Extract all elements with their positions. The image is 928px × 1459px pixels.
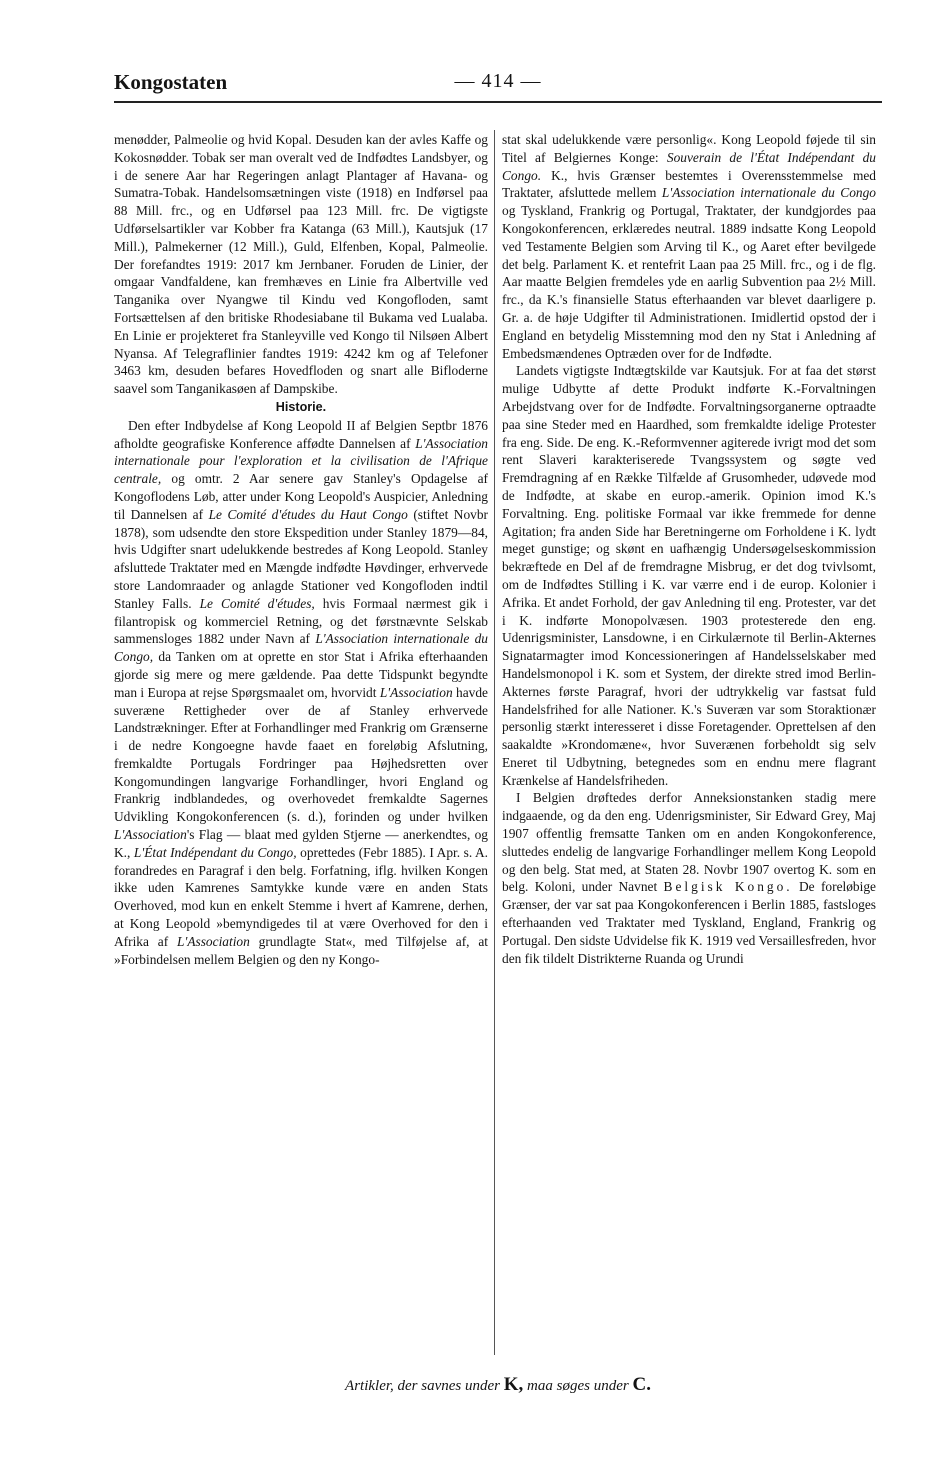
header-rule bbox=[114, 101, 882, 103]
column-divider bbox=[494, 130, 495, 1355]
page-number: — 414 — bbox=[454, 70, 542, 92]
text-run: De foreløbige Grænser, der var sat paa Kongokonferencen i Berlin 1885, fastsloges efterhaanden ved Traktater med Tyskland, England, Frankrig og Portugal. Den sidste Udvidelse fik K. 1919 ved Versaillesfreden, hvor den fik tildelt Distrikterne Ruanda og Urundi bbox=[502, 879, 876, 966]
footer-text: maa søges under bbox=[523, 1378, 633, 1394]
italic-run: L'État Indépendant du Congo, bbox=[133, 844, 297, 860]
italic-run: Le Comité d'études du Haut Congo bbox=[208, 506, 408, 522]
text-run: oprettedes (Febr 1885). I Apr. s. A. forandredes en Paragraf i den belg. Forfatning, iflg. hvilken Kongen ikke uden Kamrenes Samtykke kunde være en anden Stats Overhoved, mod kun en enkelt Stemme i hvert af Kamrene, derhen, at Kong Leopold »bemyndigedes til at være Overhoved for den i Afrika af bbox=[114, 844, 489, 949]
paragraph-history bbox=[114, 417, 488, 969]
italic-run: L'Association internationale pour l'exploration et la civilisation de l'Afrique centrale, bbox=[114, 435, 488, 487]
page-footer-note bbox=[114, 1374, 882, 1396]
paragraph-economy: menødder, Palmeolie og hvid Kopal. Desuden kan der avles Kaffe og Kokosnødder. Tobak ser man overalt ved de Indfødtes Landsbyer, og i de senere Aar har Regeringen anlagt Plantager af Havana- og Sumatra-Tobak. Handelsomsætningen viste (1918) en Indførsel paa 88 Mill. frc., og en Udførsel paa 123 Mill. frc. De vigtigste Udførselsartikler var Kobber fra Katanga (63 Mill.), Kautsjuk (17 Mill.), Palmekerner (12 Mill.), Guld, Elfenben, Kopal, Palmeolie. Der forefandtes 1919: 2017 km Jernbaner. Foruden de Linier, der omgaar Vandfaldene, kan fremhæves en Linie fra Albertville ved Tanganika over Nyangwe til Kindu ved Kongofloden, samt Fortsættelsen af den britiske Rhodesiabane til Bukama ved Lualaba. En Linie er projekteret fra Stanleyville ved Kongo til Nilsøen Albert Nyansa. Af Telegraflinier fandtes 1919: 4242 km og af Telefoner 3463 km, desuden befares Hovedfloden og snart alle Bifloderne saavel som Tanganikasøen af Dampskibe. bbox=[114, 132, 488, 397]
italic-run: L'Association bbox=[379, 684, 453, 700]
footer-text: Artikler, der savnes under bbox=[345, 1378, 504, 1394]
text-run: K., hvis Grænser bestemtes i Overensstemmelse med Traktater, afsluttede mellem bbox=[502, 167, 876, 201]
text-run: og Tyskland, Frankrig og Portugal, Traktater, der kundgjordes paa Kongokonferencen, erklæredes neutral. 1889 indsatte Kong Leopold ved Testamente Belgien som Arving til K., og Aaret efter bevilgede det belg. Parlament K. et rentefrit Laan paa 25 Mill. frc., og i de flg. Aar maatte Belgien fremdeles yde en aarlig Subvention paa 2½ Mill. frc., da K.'s finansielle Status efterhaanden var blevet daarligere p. Gr. a. de høje Udgifter til Administrationen. Imidlertid opstod der i England en betydelig Misstemning mod den ny Stat i Anledning af Embedsmændenes Optræden over for de Indfødte. bbox=[502, 203, 876, 361]
text-run: Den efter Indbydelse af Kong Leopold II af Belgien Septbr 1876 afholdte geografiske Konference affødte Dannelsen af bbox=[114, 417, 488, 451]
italic-run: L'Association internationale du Congo, bbox=[114, 631, 488, 665]
text-run: hvis Formaal nærmest gik i filantropisk og kommerciel Retning, og det førstnævnte Selskab sammensloges 1882 under Navn af bbox=[114, 595, 488, 647]
text-run: 's Flag — blaat med gylden Stjerne — anerkendtes, og K., bbox=[114, 827, 488, 860]
spaced-run: Belgisk Kongo. bbox=[663, 879, 793, 895]
text-run: da Tanken om at oprette en stor Stat i Afrika efterhaanden gjorde sig mere og mere gældende. Paa dette Tidspunkt begyndte man i Europa at rejse Spørgsmaalet om, hvorvidt bbox=[114, 649, 488, 700]
text-run: grundlagte Stat«, med Tilføjelse af, at »Forbindelsen mellem Belgien og den ny Kongo- bbox=[114, 933, 489, 967]
paragraph-annexation bbox=[502, 789, 876, 967]
running-title: Kongostaten bbox=[114, 70, 228, 94]
text-run: (stiftet Novbr 1878), som udsendte den store Ekspedition under Stanley 1879—84, hvis Udgifter snart udelukkende bestredes af Kong Leopold. Stanley afsluttede Traktater med en Mængde indfødte Høvdinger, erhvervede store Landomraader og anlagde Stationer ved Kongofloden indtil Stanley Falls. bbox=[114, 506, 488, 611]
italic-run: L'Association internationale du Congo bbox=[661, 185, 876, 201]
left-column bbox=[114, 131, 488, 968]
italic-run: Le Comité d'études, bbox=[199, 595, 315, 611]
italic-run: Souverain de l'État Indépendant du Congo. bbox=[502, 149, 876, 183]
paragraph-rubber: Landets vigtigste Indtægtskilde var Kautsjuk. For at faa det størst mulige Udbytte af dette Produkt indførte K.-Forvaltningen Arbejdstvang over for de Indfødte. Forvaltningsorganerne optraadte paa sine Steder med en Haardhed, som fremkaldte idelige Protester fra eng. Side. De eng. K.-Reformvenner agiterede ivrigt mod det som rent Slaveri karakteriserede Tvangssystem og søgte ved Fremdragning af en Række Tilfælde af Grusomheder, udøvede mod de Indfødte, at skabe en europ.-amerik. Opinion imod K.'s Forvaltning. Eng. politiske Formaal var ikke fremmede for denne Agitation; fra anden Side har Beretningerne om Forholdene i K. lydt meget gunstige; og skønt en uafhængig Undersøgelseskommission bekræftede en Del af de fremdragne Misbrug, er det dog tvivlsomt, om de Indfødtes Stilling i K. var værre end i de europ. Kolonier i Afrika. Et andet Forhold, der gav Anledning til eng. Protester, var det i K. indførte Monopolvæsen. 1903 protesterede den eng. Udenrigsminister, Lansdowne, i en Cirkulærnote til Berlin-Akternes Signatarmagter imod Koncessioneringen af Handelsselskaber med Handelsmonopol i K. som et System, der direkte stred imod Berlin-Akternes første Paragraf, hvori der udtrykkelig var fastsat fuld Handelsfrihed for alle Nationer. K.'s Suveræn var som Storaktionær personlig stærkt interesseret i disse Foretagender. Oprettelsen af den saakaldte »Krondomæne«, hvor Suverænen forbeholdt sig selv Eneret til Udbytning, betegnedes som en endnu mere flagrant Krænkelse af Handelsfriheden. bbox=[502, 363, 876, 788]
italic-run: L'Association bbox=[114, 827, 187, 843]
section-heading-historie: Historie. bbox=[275, 399, 327, 414]
text-run: havde suveræne Rettigheder over de af Stanley erhvervede Landstrækninger. Efter at Forhandlinger med Frankrig om Grænserne i de nedre Kongoegne havde faaet en foreløbig Afslutning, fremkaldte Portugals Fordringer paa Højhedsretten over Kongomundingen langvarige Forhandlinger, hvori England og Frankrig indblandedes, og overhovedet fremkaldte Sagernes Udvikling Kongokonferencen (s. d.), forinden og under hvilken bbox=[114, 684, 488, 825]
page-header bbox=[114, 70, 882, 100]
text-run: I Belgien drøftedes derfor Anneksionstanken stadig mere indgaaende, og da den eng. Udenrigsminister, Sir Edward Grey, Maj 1907 offentlig fremsatte Tanken om en anden Kongokonference, sluttedes endelig de langvarige Forhandlinger mellem Kong Leopold og den belg. Stat med, at Staten 28. Novbr 1907 overtog K. som en belg. Koloni, under Navnet bbox=[502, 790, 876, 895]
footer-letter-k: K, bbox=[503, 1374, 524, 1395]
right-column bbox=[502, 131, 876, 967]
footer-letter-c: C. bbox=[632, 1374, 651, 1395]
italic-run: L'Association bbox=[177, 933, 250, 949]
text-run: stat skal udelukkende være personlig«. Kong Leopold føjede til sin Titel af Belgiernes Konge: bbox=[502, 132, 876, 165]
text-run: og omtr. 2 Aar senere gav Stanley's Opdagelse af Kongoflodens Løb, atter under Kong Leopold's Auspicier, Anledning til Dannelsen af bbox=[114, 471, 488, 522]
paragraph-personal-union bbox=[502, 131, 876, 362]
